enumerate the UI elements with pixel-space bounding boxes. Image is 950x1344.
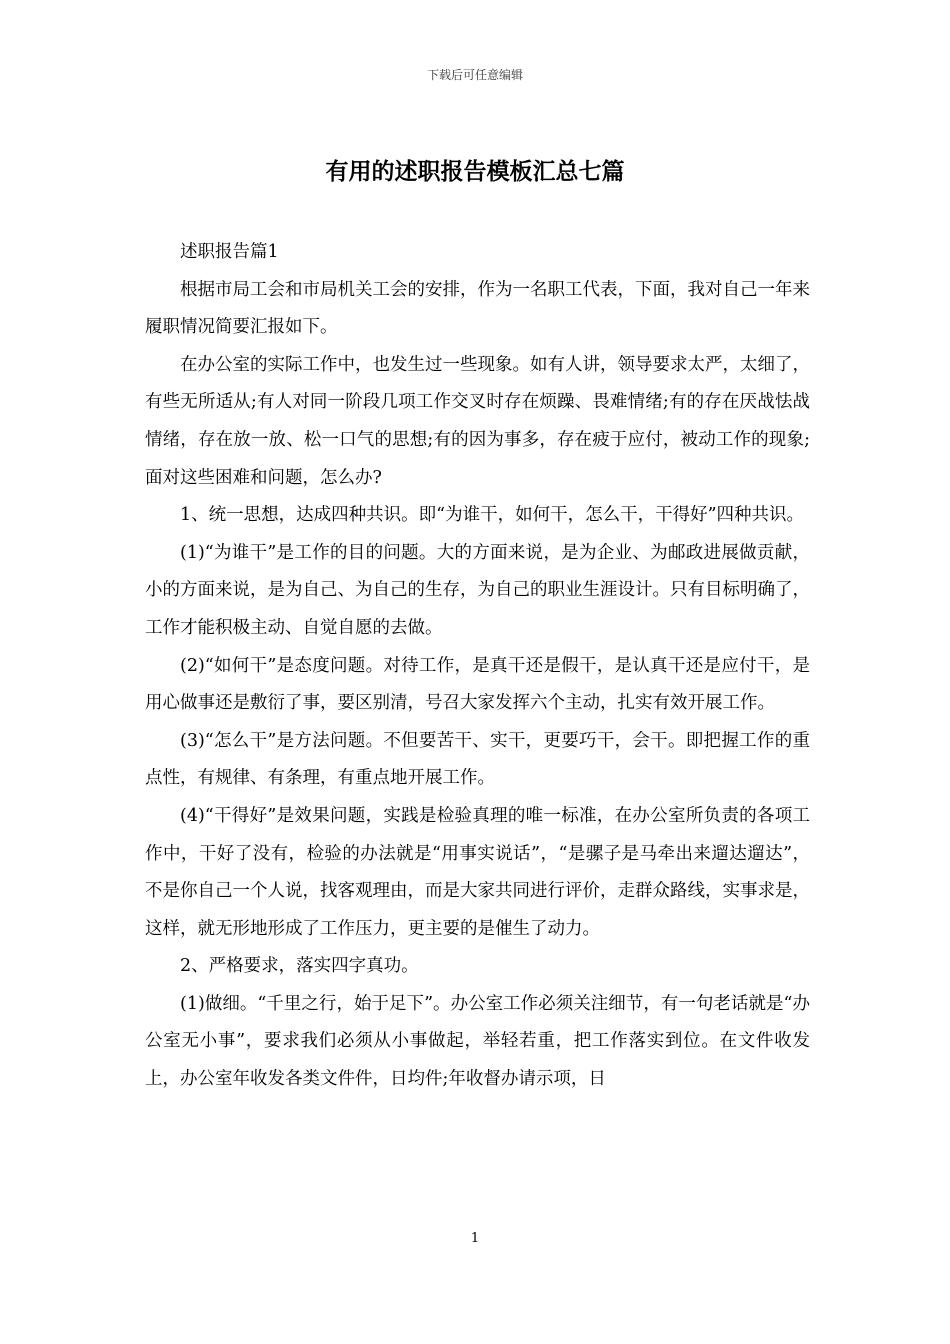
paragraph: (3)“怎么干”是方法问题。不但要苦干、实干，更要巧干，会干。即把握工作的重点性，有规律、有条理，有重点地开展工作。 <box>145 730 810 789</box>
document-title: 有用的述职报告模板汇总七篇 <box>325 158 625 185</box>
paragraph: 在办公室的实际工作中，也发生过一些现象。如有人讲，领导要求太严，太细了，有些无所适从;有人对同一阶段几项工作交叉时存在烦躁、畏难情绪;有的存在厌战怯战情绪，存在放一放、松一口气的思想;有的因为事多，存在疲于应付，被动工作的现象;面对这些困难和问题，怎么办? <box>145 354 810 488</box>
paragraph: (4)“干得好”是效果问题，实践是检验真理的唯一标准，在办公室所负责的各项工作中，干好了没有，检验的办法就是“用事实说话”，“是骡子是马牵出来遛达遛达”，不是你自己一个人说，找客观理由，而是大家共同进行评价，走群众路线，实事求是，这样，就无形地形成了工作压力，更主要的是催生了动力。 <box>145 805 810 939</box>
paragraph: 2、严格要求，落实四字真功。 <box>180 956 419 977</box>
section-heading: 述职报告篇1 <box>180 242 279 262</box>
paragraph: (1)做细。“千里之行，始于足下”。办公室工作必须关注细节，有一句老话就是“办公室无小事”，要求我们必须从小事做起，举轻若重，把工作落实到位。在文件收发上，办公室年收发各类文件件，日均件;年收督办请示项，日 <box>145 993 810 1090</box>
header-note: 下载后可任意编辑 <box>426 68 523 82</box>
document-body <box>145 234 810 1099</box>
paragraph: 根据市局工会和市局机关工会的安排，作为一名职工代表，下面，我对自己一年来履职情况简要汇报如下。 <box>145 279 810 338</box>
paragraph: (2)“如何干”是态度问题。对待工作，是真干还是假干，是认真干还是应付干，是用心做事还是敷衍了事，要区别清，号召大家发挥六个主动，扎实有效开展工作。 <box>145 655 810 714</box>
paragraph: 1、统一思想，达成四种共识。即“为谁干，如何干，怎么干，干得好”四种共识。 <box>180 505 805 526</box>
paragraph: (1)“为谁干”是工作的目的问题。大的方面来说，是为企业、为邮政进展做贡献，小的方面来说，是为自己、为自己的生存，为自己的职业生涯设计。只有目标明确了，工作才能积极主动、自觉自愿的去做。 <box>145 542 810 638</box>
page-number: 1 <box>470 1231 480 1246</box>
